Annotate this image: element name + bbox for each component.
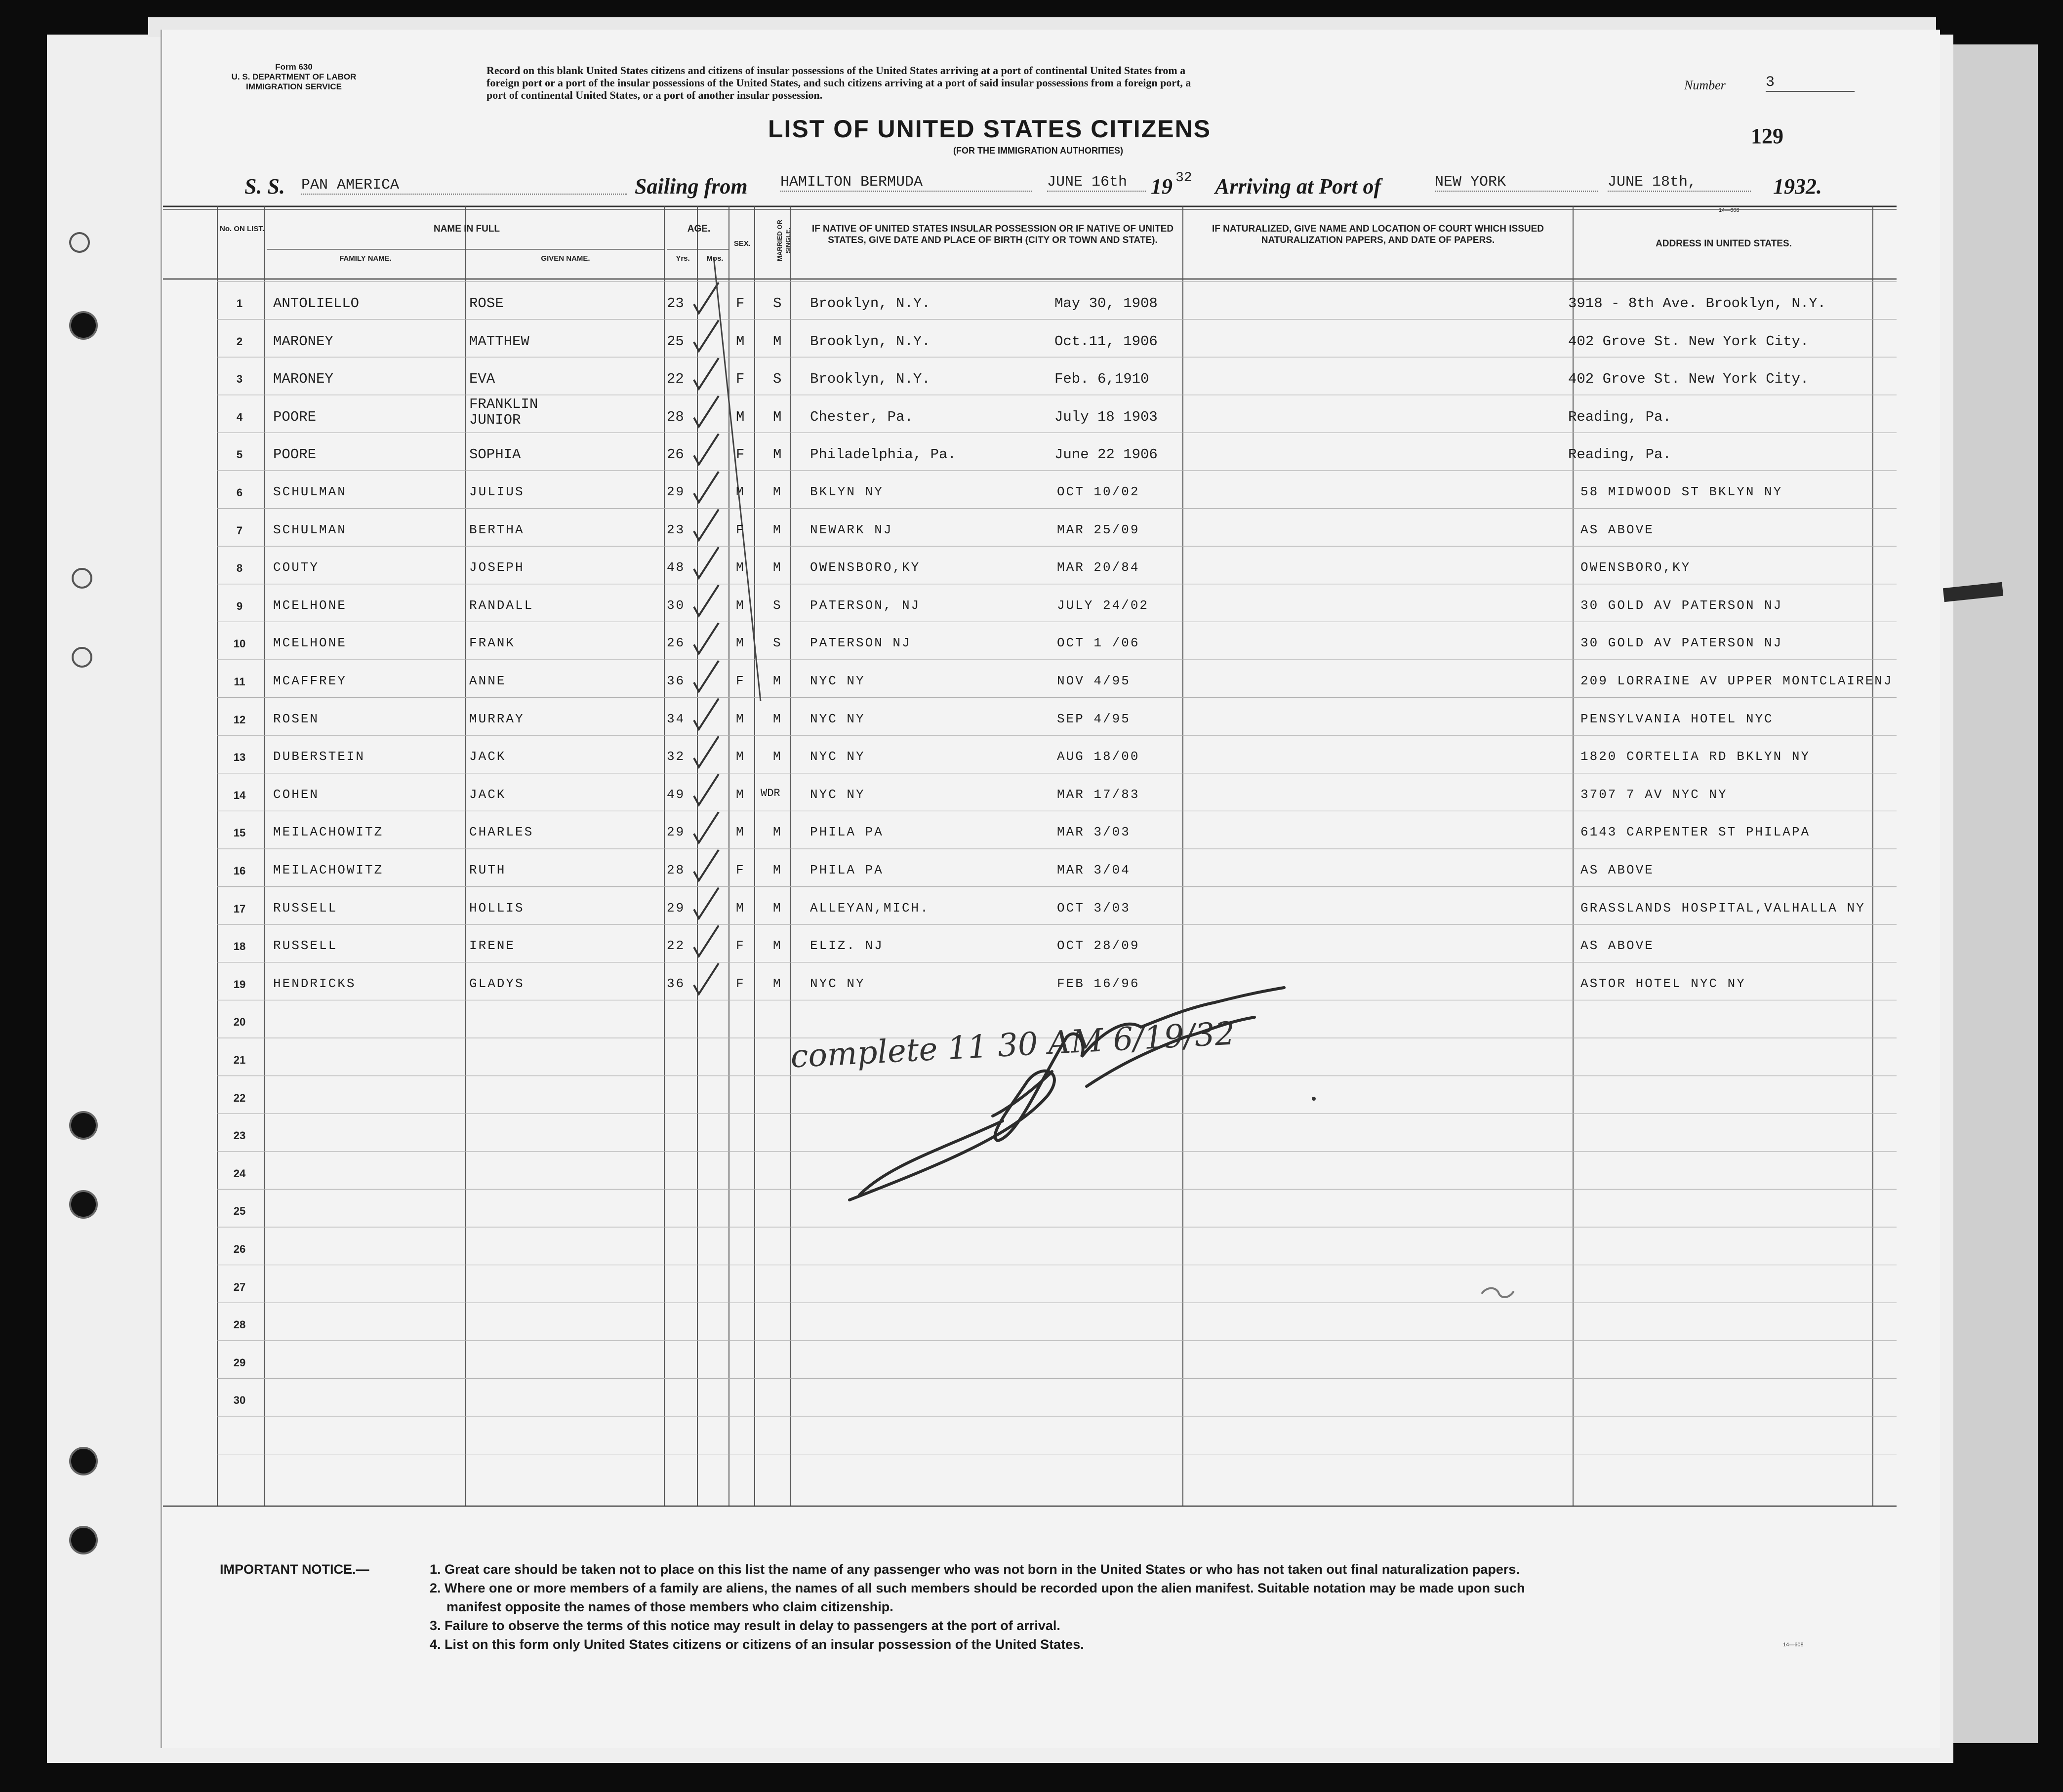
col-header-name-in-full: NAME IN FULL [433,224,500,234]
birth-place: PATERSON, NJ [810,597,921,613]
age-years: 23 [667,522,686,537]
sex: M [736,711,745,726]
sex: M [736,825,745,840]
given-name: SOPHIA [469,446,521,463]
marital-status: M [773,976,782,991]
age-years: 28 [667,408,684,425]
birth-place: Brooklyn, N.Y. [810,371,930,388]
col-header-mos: Mos. [706,254,724,263]
row-number: 8 [236,562,243,575]
birth-date: MAR 3/04 [1057,863,1131,877]
notice-code: 14—608 [1783,1642,1804,1648]
age-years: 22 [667,938,686,954]
birth-place: OWENSBORO,KY [810,560,921,575]
department-name: U. S. DEPARTMENT OF LABOR [231,72,357,81]
notice-item-2: 2. Where one or more members of a family are aliens, the names of all such members should be recorded upon the alien manifest. Suitable notation may be made upon such [430,1581,1525,1595]
family-name: MEILACHOWITZ [273,825,384,840]
birth-place: NYC NY [810,787,865,802]
sex: F [736,371,745,388]
row-number: 24 [233,1167,246,1180]
row-number: 26 [233,1243,246,1255]
notice-heading: IMPORTANT NOTICE.— [220,1562,369,1577]
birth-date: OCT 1 /06 [1057,636,1140,651]
family-name: COHEN [273,787,320,802]
row-number: 16 [233,865,246,877]
family-name: RUSSELL [273,900,338,916]
col-header-given-name: GIVEN NAME. [541,254,590,263]
instruction-line-2: foreign port or a port of the insular possessions of the United States, and such citizens arriving at a port of said insular possessions from a foreign port, a [486,77,1191,89]
birth-date: OCT 28/09 [1057,938,1140,954]
age-years: 36 [667,674,686,688]
col-header-married-single: MARRIED OR SINGLE. [776,220,792,261]
row-number: 27 [233,1280,246,1293]
ss-label: S. S. [244,174,285,199]
us-address: 1820 CORTELIA RD BKLYN NY [1580,749,1811,764]
birth-date: AUG 18/00 [1057,749,1140,764]
given-name: MURRAY [469,711,525,726]
sex: F [736,446,745,463]
given-name: IRENE [469,938,516,954]
birth-place: Philadelphia, Pa. [810,446,956,463]
col-header-native-birth: IF NATIVE OF UNITED STATES INSULAR POSSESSION OR IF NATIVE OF UNITED STATES, GIVE DATE AND PLACE OF BIRTH (CITY OR TOWN AND STATE). [811,224,1174,245]
us-address: Reading, Pa. [1568,408,1671,425]
row-number: 9 [236,599,243,612]
row-number: 1 [236,297,243,310]
row-number: 14 [233,789,246,801]
birth-place: NYC NY [810,674,865,688]
age-years: 29 [667,825,686,840]
sex: M [736,560,745,575]
arriving-label: Arriving at Port of [1215,174,1381,199]
sex: M [736,597,745,613]
birth-date: MAR 17/83 [1057,787,1140,802]
us-address: 402 Grove St. New York City. [1568,333,1809,350]
family-name: POORE [273,446,317,463]
row-number: 11 [234,676,245,688]
family-name: SCHULMAN [273,522,347,537]
given-name: JACK [469,749,506,764]
given-name: CHARLES [469,825,534,840]
row-number: 5 [236,448,243,461]
us-address: 402 Grove St. New York City. [1568,371,1809,388]
birth-date: Oct.11, 1906 [1054,333,1158,350]
birth-date: July 18 1903 [1054,408,1158,425]
row-number: 22 [233,1091,246,1104]
print-code: 14—608 [1719,207,1739,213]
arrival-year: 1932. [1773,174,1822,199]
given-name: EVA [469,371,495,388]
notice-item-3: 3. Failure to observe the terms of this notice may result in delay to passengers at the port of arrival. [430,1618,1060,1633]
age-years: 30 [667,597,686,613]
given-name: FRANK [469,636,516,651]
number-value: 3 [1766,74,1855,92]
birth-date: JULY 24/02 [1057,597,1149,613]
ship-name: PAN AMERICA [301,177,627,195]
birth-place: BKLYN NY [810,484,884,499]
family-name: DUBERSTEIN [273,749,365,764]
marital-status: M [773,938,782,954]
marital-status: M [773,863,782,877]
number-label: Number [1684,78,1726,92]
us-address: 209 LORRAINE AV UPPER MONTCLAIRENJ [1580,674,1893,688]
birth-date: NOV 4/95 [1057,674,1131,688]
marital-status: S [773,295,782,312]
birth-place: PHILA PA [810,863,884,877]
us-address: GRASSLANDS HOSPITAL,VALHALLA NY [1580,900,1865,916]
given-name: ANNE [469,674,506,688]
given-name: MATTHEW [469,333,529,350]
sex: M [736,333,745,350]
birth-date: OCT 3/03 [1057,900,1131,916]
us-address: PENSYLVANIA HOTEL NYC [1580,711,1774,726]
marital-status: M [773,674,782,688]
sex: M [736,749,745,764]
age-years: 34 [667,711,686,726]
age-years: 26 [667,636,686,651]
given-name: JULIUS [469,484,525,499]
row-number: 20 [233,1016,246,1029]
birth-place: PHILA PA [810,825,884,840]
notice-item-1: 1. Great care should be taken not to place on this list the name of any passenger who was not born in the United States or who has not taken out final naturalization papers. [430,1562,1520,1577]
marital-status: S [773,371,782,388]
family-name: RUSSELL [273,938,338,954]
age-years: 23 [667,295,684,312]
col-header-no: No. ON LIST. [220,225,264,233]
birth-date: May 30, 1908 [1054,295,1158,312]
given-name: ROSE [469,295,504,312]
birth-place: PATERSON NJ [810,636,911,651]
family-name: MARONEY [273,371,333,388]
sex: F [736,295,745,312]
marital-status: S [773,597,782,613]
col-header-address: ADDRESS IN UNITED STATES. [1656,239,1792,249]
service-name: IMMIGRATION SERVICE [246,82,342,91]
birth-date: MAR 20/84 [1057,560,1140,575]
sailing-year: 32 [1175,170,1192,186]
given-name: FRANKLIN [469,396,538,412]
row-number: 10 [233,637,246,650]
birth-date: OCT 10/02 [1057,484,1140,499]
form-number: Form 630 [275,62,313,72]
completion-notation: complete 11 30 AM 6/19/32 [789,1015,1236,1075]
age-years: 25 [667,333,684,350]
us-address: 58 MIDWOOD ST BKLYN NY [1580,484,1783,499]
page-number: 129 [1751,124,1783,148]
family-name: MCELHONE [273,636,347,651]
us-address: 6143 CARPENTER ST PHILAPA [1580,825,1811,840]
row-number: 17 [233,902,246,915]
birth-date: MAR 25/09 [1057,522,1140,537]
us-address: AS ABOVE [1580,522,1654,537]
row-number: 6 [236,486,243,499]
given-name: BERTHA [469,522,525,537]
marital-status: S [773,636,782,651]
sex: F [736,522,745,537]
birth-date: June 22 1906 [1054,446,1158,463]
marital-status: M [773,408,782,425]
us-address: 30 GOLD AV PATERSON NJ [1580,597,1783,613]
age-years: 29 [667,484,686,499]
instruction-line-3: port of continental United States, or a port of another insular possession. [486,89,823,101]
family-name: MCELHONE [273,597,347,613]
birth-place: Brooklyn, N.Y. [810,333,930,350]
sex: M [736,787,745,802]
age-years: 28 [667,863,686,877]
us-address: 3707 7 AV NYC NY [1580,787,1728,802]
marital-status: WDR [761,787,780,799]
family-name: MEILACHOWITZ [273,863,384,877]
sex: M [736,636,745,651]
marital-status: M [773,522,782,537]
sailing-date: JUNE 16th [1047,174,1146,192]
family-name: COUTY [273,560,320,575]
sex: F [736,976,745,991]
arrival-date: JUNE 18th, [1608,174,1751,192]
birth-date: FEB 16/96 [1057,976,1140,991]
family-name: MCAFFREY [273,674,347,688]
given-name: RANDALL [469,597,534,613]
row-number: 25 [233,1205,246,1218]
instruction-line-1: Record on this blank United States citizens and citizens of insular possessions of the United States arriving at a port of continental United States from a [486,64,1186,77]
given-name: GLADYS [469,976,525,991]
birth-date: SEP 4/95 [1057,711,1131,726]
col-header-yrs: Yrs. [676,254,690,263]
col-header-sex: SEX. [733,239,751,248]
given-name: RUTH [469,863,506,877]
row-number: 3 [236,373,243,386]
notice-item-4: 4. List on this form only United States citizens or citizens of an insular possession of the United States. [430,1637,1084,1652]
us-address: 30 GOLD AV PATERSON NJ [1580,636,1783,651]
age-years: 32 [667,749,686,764]
us-address: OWENSBORO,KY [1580,560,1691,575]
sex: M [736,900,745,916]
notice-item-2-cont: manifest opposite the names of those members who claim citizenship. [446,1599,893,1614]
row-number: 12 [233,713,246,726]
row-number: 15 [233,827,246,839]
us-address: ASTOR HOTEL NYC NY [1580,976,1746,991]
marital-status: M [773,900,782,916]
row-number: 13 [233,751,246,764]
row-number: 30 [233,1394,246,1407]
us-address: Reading, Pa. [1568,446,1671,463]
age-years: 36 [667,976,686,991]
sex: F [736,938,745,954]
age-years: 49 [667,787,686,802]
us-address: AS ABOVE [1580,863,1654,877]
birth-place: ALLEYAN,MICH. [810,900,930,916]
family-name: ANTOLIELLO [273,295,360,312]
marital-status: M [773,711,782,726]
form-title: LIST OF UNITED STATES CITIZENS [768,115,1212,143]
family-name: POORE [273,408,317,425]
us-address: AS ABOVE [1580,938,1654,954]
birth-place: NYC NY [810,749,865,764]
row-number: 23 [233,1129,246,1142]
row-number: 7 [236,524,243,537]
sex: F [736,674,745,688]
given-name: JOSEPH [469,560,525,575]
marital-status: M [773,333,782,350]
birth-place: NYC NY [810,711,865,726]
birth-date: MAR 3/03 [1057,825,1131,840]
marital-status: M [773,484,782,499]
age-years: 48 [667,560,686,575]
family-name: HENDRICKS [273,976,356,991]
age-years: 26 [667,446,684,463]
birth-place: ELIZ. NJ [810,938,884,954]
sex: F [736,863,745,877]
col-header-age: AGE. [687,224,711,234]
col-header-naturalized: IF NATURALIZED, GIVE NAME AND LOCATION OF COURT WHICH ISSUED NATURALIZATION PAPERS, AND DATE OF PAPERS. [1212,224,1544,245]
row-number: 21 [233,1054,246,1066]
age-years: 22 [667,371,684,388]
given-name: JACK [469,787,506,802]
row-number: 29 [233,1356,246,1369]
family-name: MARONEY [273,333,333,350]
arrival-port: NEW YORK [1435,174,1598,192]
birth-place: NEWARK NJ [810,522,893,537]
age-years: 29 [667,900,686,916]
row-number: 19 [233,978,246,991]
family-name: ROSEN [273,711,320,726]
birth-date: Feb. 6,1910 [1054,371,1149,388]
birth-place: NYC NY [810,976,865,991]
marital-status: M [773,446,782,463]
given-name: HOLLIS [469,900,525,916]
marital-status: M [773,749,782,764]
row-number: 4 [236,410,243,423]
year-prefix: 19 [1151,174,1173,199]
row-number: 18 [233,940,246,953]
marital-status: M [773,560,782,575]
col-header-family-name: FAMILY NAME. [339,254,392,263]
birth-place: Brooklyn, N.Y. [810,295,930,312]
given-name: JUNIOR [469,411,521,428]
sailing-from-label: Sailing from [635,174,748,199]
sailing-from-port: HAMILTON BERMUDA [780,174,1032,192]
sex: M [736,484,745,499]
marital-status: M [773,825,782,840]
us-address: 3918 - 8th Ave. Brooklyn, N.Y. [1568,295,1826,312]
row-number: 2 [236,335,243,348]
birth-place: Chester, Pa. [810,408,913,425]
form-subtitle: (FOR THE IMMIGRATION AUTHORITIES) [953,146,1123,156]
row-number: 28 [233,1318,246,1331]
family-name: SCHULMAN [273,484,347,499]
sex: M [736,408,745,425]
